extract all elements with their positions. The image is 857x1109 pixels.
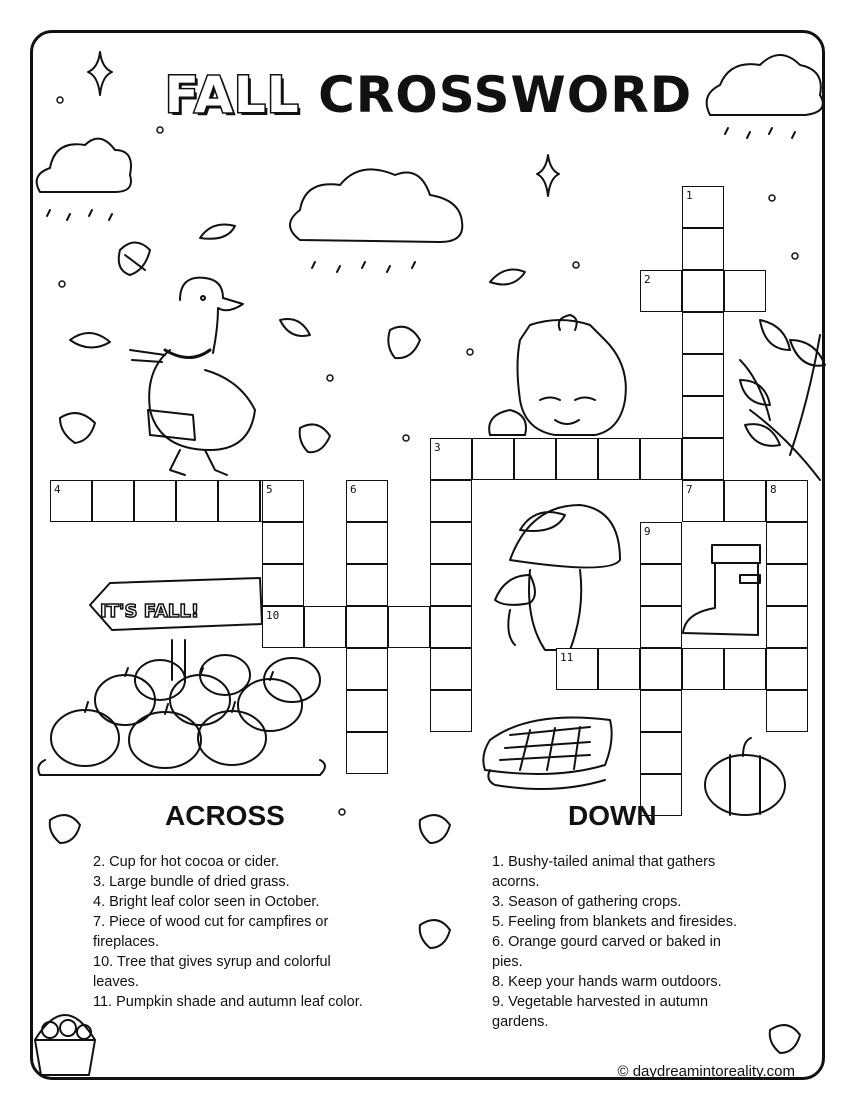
crossword-cell[interactable] bbox=[218, 480, 260, 522]
title-crossword: CROSSWORD bbox=[318, 66, 693, 124]
fox-illustration bbox=[489, 315, 626, 435]
crossword-cell[interactable] bbox=[346, 732, 388, 774]
clue-across: 2. Cup for hot cocoa or cider. bbox=[93, 854, 280, 870]
blanket-illustration bbox=[483, 718, 611, 790]
down-clues bbox=[492, 852, 792, 1032]
clue-across: 10. Tree that gives syrup and colorful bbox=[93, 954, 331, 970]
clue-number: 5 bbox=[266, 483, 273, 496]
sparkle-icon bbox=[88, 52, 112, 95]
cloud-icon bbox=[37, 139, 131, 192]
clue-down: 9. Vegetable harvested in autumn bbox=[492, 994, 709, 1010]
crossword-cell[interactable] bbox=[430, 564, 472, 606]
crossword-cell[interactable] bbox=[682, 312, 724, 354]
crossword-cell[interactable] bbox=[682, 228, 724, 270]
down-heading: DOWN bbox=[568, 800, 657, 831]
clue-down: pies. bbox=[492, 954, 523, 970]
basket-icon bbox=[35, 1015, 95, 1075]
crossword-cell[interactable] bbox=[682, 648, 724, 690]
crossword-cell[interactable] bbox=[682, 396, 724, 438]
crossword-cell[interactable] bbox=[346, 522, 388, 564]
crossword-cell[interactable] bbox=[556, 438, 598, 480]
clue-number: 11 bbox=[560, 651, 574, 664]
mushroom-illustration bbox=[495, 505, 620, 650]
crossword-cell[interactable] bbox=[682, 354, 724, 396]
branch-icon bbox=[740, 320, 825, 480]
cloud-icon bbox=[290, 169, 462, 242]
crossword-cell[interactable] bbox=[682, 438, 724, 480]
crossword-cell[interactable] bbox=[766, 606, 808, 648]
crossword-cell[interactable] bbox=[262, 522, 304, 564]
crossword-cell[interactable] bbox=[640, 648, 682, 690]
clue-number: 6 bbox=[350, 483, 357, 496]
crossword-cell[interactable] bbox=[766, 564, 808, 606]
clue-number: 3 bbox=[434, 441, 441, 454]
pumpkin-patch bbox=[38, 655, 325, 775]
crossword-cell[interactable] bbox=[682, 270, 724, 312]
sign-label: IT'S FALL! bbox=[100, 601, 200, 622]
across-heading: ACROSS bbox=[165, 800, 285, 831]
crossword-cell[interactable] bbox=[430, 480, 472, 522]
clue-down: 5. Feeling from blankets and firesides. bbox=[492, 914, 738, 930]
clue-number: 8 bbox=[770, 483, 777, 496]
crossword-cell[interactable] bbox=[724, 270, 766, 312]
crossword-cell[interactable] bbox=[514, 438, 556, 480]
cloud-icon bbox=[707, 55, 823, 115]
clue-across: 7. Piece of wood cut for campfires or bbox=[93, 914, 329, 930]
clue-across: 3. Large bundle of dried grass. bbox=[93, 874, 290, 890]
clue-across: 11. Pumpkin shade and autumn leaf color. bbox=[93, 994, 363, 1010]
crossword-cell[interactable] bbox=[724, 480, 766, 522]
crossword-cell[interactable] bbox=[640, 438, 682, 480]
crossword-cell[interactable] bbox=[472, 438, 514, 480]
crossword-cell[interactable] bbox=[724, 648, 766, 690]
crossword-cell[interactable] bbox=[766, 522, 808, 564]
goose-illustration bbox=[130, 278, 255, 475]
clue-number: 7 bbox=[686, 483, 693, 496]
title-fall: FALL bbox=[164, 66, 300, 124]
crossword-cell[interactable] bbox=[262, 564, 304, 606]
crossword-cell[interactable] bbox=[640, 690, 682, 732]
crossword-cell[interactable] bbox=[430, 648, 472, 690]
crossword-cell[interactable] bbox=[304, 606, 346, 648]
credit-text: © daydreamintoreality.com bbox=[617, 1063, 795, 1080]
clue-down: acorns. bbox=[492, 874, 540, 890]
crossword-cell[interactable] bbox=[640, 732, 682, 774]
clue-down: gardens. bbox=[492, 1014, 549, 1030]
clue-number: 9 bbox=[644, 525, 651, 538]
clue-number: 1 bbox=[686, 189, 693, 202]
crossword-cell[interactable] bbox=[92, 480, 134, 522]
clue-down: 8. Keep your hands warm outdoors. bbox=[492, 974, 722, 990]
crossword-cell[interactable] bbox=[598, 438, 640, 480]
crossword-cell[interactable] bbox=[598, 648, 640, 690]
pumpkin-icon bbox=[705, 738, 785, 815]
crossword-cell[interactable] bbox=[430, 606, 472, 648]
crossword-cell[interactable] bbox=[430, 522, 472, 564]
crossword-cell[interactable] bbox=[346, 648, 388, 690]
boot-illustration bbox=[683, 545, 760, 635]
crossword-cell[interactable] bbox=[134, 480, 176, 522]
crossword-cell[interactable] bbox=[640, 606, 682, 648]
clue-across: fireplaces. bbox=[93, 934, 160, 950]
crossword-cell[interactable] bbox=[430, 690, 472, 732]
clue-down: 1. Bushy-tailed animal that gathers bbox=[492, 854, 716, 870]
crossword-cell[interactable] bbox=[766, 648, 808, 690]
clue-down: 6. Orange gourd carved or baked in bbox=[492, 934, 721, 950]
crossword-cell[interactable] bbox=[176, 480, 218, 522]
clue-number: 4 bbox=[54, 483, 61, 496]
crossword-cell[interactable] bbox=[346, 564, 388, 606]
crossword-cell[interactable] bbox=[388, 606, 430, 648]
clue-down: 3. Season of gathering crops. bbox=[492, 894, 682, 910]
clue-across: leaves. bbox=[93, 974, 139, 990]
crossword-cell[interactable] bbox=[346, 606, 388, 648]
clue-number: 10 bbox=[266, 609, 280, 622]
clue-across: 4. Bright leaf color seen in October. bbox=[93, 894, 320, 910]
crossword-cell[interactable] bbox=[766, 690, 808, 732]
crossword-cell[interactable] bbox=[346, 690, 388, 732]
crossword-cell[interactable] bbox=[640, 564, 682, 606]
sparkle-icon bbox=[537, 155, 559, 196]
clue-number: 2 bbox=[644, 273, 651, 286]
across-clues bbox=[93, 852, 433, 1012]
